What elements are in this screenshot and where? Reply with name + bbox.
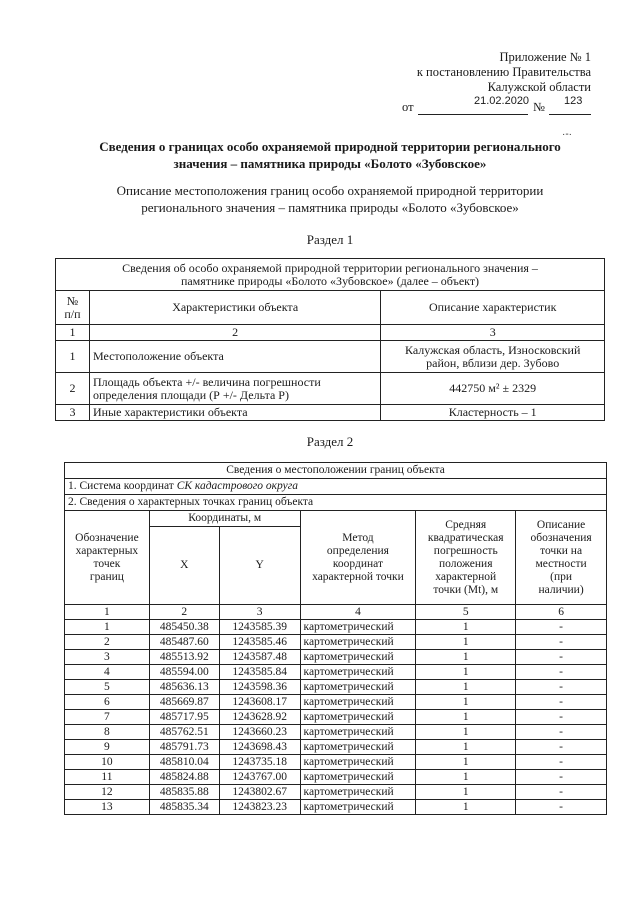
index-cell: 3 [381,325,605,341]
row-char [89,373,380,405]
point-method-cell: картометрический [300,710,416,725]
table-row [65,740,607,755]
point-n-cell: 3 [65,650,150,665]
row-num: 1 [56,341,90,373]
col-num-header [56,291,90,325]
point-mt-cell: 1 [416,725,516,740]
col-method-line: характерной точки [312,570,404,583]
point-y-cell: 1243660.23 [219,725,300,740]
section-2-heading: Раздел 2 [306,434,354,449]
point-mt-cell: 1 [416,755,516,770]
col-method-header [300,511,416,605]
col-desc-line: обозначения [530,531,592,544]
point-n-cell: 11 [65,770,150,785]
point-desc-cell: - [516,620,607,635]
point-y-cell: 1243585.84 [219,665,300,680]
point-y-cell: 1243735.18 [219,755,300,770]
table-row [56,405,605,421]
point-mt-cell: 1 [416,800,516,815]
table-row [65,755,607,770]
point-x-cell: 485835.34 [149,800,219,815]
table-row [65,665,607,680]
point-n-cell: 13 [65,800,150,815]
point-method-cell: картометрический [300,725,416,740]
point-n-cell: 4 [65,665,150,680]
point-method-cell: картометрический [300,755,416,770]
table-title-line-1: Сведения об особо охраняемой природной территории регионального значения – [122,260,538,275]
col-point-header [65,511,150,605]
row-desc: Кластерность – 1 [381,405,605,421]
point-mt-cell: 1 [416,710,516,725]
header-row [56,291,605,325]
col-desc-line: точки на [540,544,583,557]
point-desc-cell: - [516,755,607,770]
table-row [65,785,607,800]
point-mt-cell: 1 [416,695,516,710]
col-error-line: положения [439,557,493,570]
point-y-cell: 1243585.46 [219,635,300,650]
header-row-1 [65,511,607,527]
index-cell: 1 [65,605,150,620]
col-error-header [416,511,516,605]
point-method-cell: картометрический [300,620,416,635]
col-char-header: Характеристики объекта [89,291,380,325]
point-mt-cell: 1 [416,650,516,665]
table-row [65,710,607,725]
table-row [56,341,605,373]
points-label-cell: 2. Сведения о характерных точках границ объекта [65,495,607,511]
system-row [65,479,607,495]
col-desc-header: Описание характеристик [381,291,605,325]
row-char: Местоположение объекта [89,341,380,373]
point-x-cell: 485835.88 [149,785,219,800]
title-line-1: Сведения о границах особо охраняемой природной территории регионального [99,139,561,154]
row-char-line-1: Площадь объекта +/- величина погрешности [92,374,321,389]
col-desc-line: (при [550,570,573,583]
col-error-line: погрешность [433,544,498,557]
col-num-line-2: п/п [64,306,81,321]
col-error-line: Средняя [445,518,487,531]
row-num: 2 [56,373,90,405]
point-mt-cell: 1 [416,665,516,680]
col-coords-header: Координаты, м [149,511,300,527]
col-method-line: Метод [342,531,374,544]
table-title-line-2: памятнике природы «Болото «Зубовское» (далее – объект) [180,273,480,288]
point-method-cell: картометрический [300,650,416,665]
table-row [65,635,607,650]
col-point-line: границ [89,570,124,583]
point-n-cell: 8 [65,725,150,740]
date-underline [418,114,528,115]
resolution-label: к постановлению Правительства [416,65,591,79]
index-cell: 4 [300,605,416,620]
point-x-cell: 485450.38 [149,620,219,635]
index-cell: 6 [516,605,607,620]
point-x-cell: 485636.13 [149,680,219,695]
point-y-cell: 1243802.67 [219,785,300,800]
point-mt-cell: 1 [416,740,516,755]
point-x-cell: 485487.60 [149,635,219,650]
index-cell: 2 [149,605,219,620]
point-desc-cell: - [516,740,607,755]
point-mt-cell: 1 [416,680,516,695]
point-desc-cell: - [516,635,607,650]
point-method-cell: картометрический [300,785,416,800]
point-method-cell: картометрический [300,695,416,710]
point-y-cell: 1243823.23 [219,800,300,815]
point-mt-cell: 1 [416,770,516,785]
table-title-row [56,259,605,291]
point-method-cell: картометрический [300,635,416,650]
point-desc-cell: - [516,695,607,710]
col-y-header: Y [219,527,300,605]
index-cell: 3 [219,605,300,620]
col-point-line: точек [93,557,121,570]
index-row [56,325,605,341]
number-underline [549,114,591,115]
point-x-cell: 485717.95 [149,710,219,725]
scan-mark: ·-· [562,129,572,140]
index-cell: 2 [89,325,380,341]
number-value: 123 [564,95,583,107]
date-number-line [402,95,592,118]
point-y-cell: 1243767.00 [219,770,300,785]
page-subtitle [40,182,620,216]
row-desc-line-2: район, вблизи дер. Зубово [426,355,560,370]
table-row [65,650,607,665]
point-y-cell: 1243608.17 [219,695,300,710]
col-desc-line: наличии) [538,583,584,596]
table-row [65,800,607,815]
point-y-cell: 1243585.39 [219,620,300,635]
point-n-cell: 10 [65,755,150,770]
section-1-heading: Раздел 1 [306,232,354,247]
col-method-line: определения [326,544,389,557]
table-row [65,695,607,710]
point-desc-cell: - [516,800,607,815]
region-label: Калужской области [487,80,591,94]
point-n-cell: 1 [65,620,150,635]
point-n-cell: 12 [65,785,150,800]
point-n-cell: 7 [65,710,150,725]
table-row [65,620,607,635]
col-desc-line: Описание [536,518,586,531]
point-desc-cell: - [516,710,607,725]
point-x-cell: 485669.87 [149,695,219,710]
point-desc-cell: - [516,650,607,665]
number-label: № [533,100,545,114]
point-method-cell: картометрический [300,800,416,815]
point-y-cell: 1243698.43 [219,740,300,755]
row-num: 3 [56,405,90,421]
system-cell [65,479,607,495]
row-char-line-2: определения площади (Р +/- Дельта Р) [92,387,289,402]
point-x-cell: 485824.88 [149,770,219,785]
point-y-cell: 1243598.36 [219,680,300,695]
title-line-2: значения – памятника природы «Болото «Зубовское» [173,156,487,171]
table-row [65,770,607,785]
col-error-line: характерной [435,570,497,583]
point-n-cell: 6 [65,695,150,710]
point-desc-cell: - [516,665,607,680]
point-x-cell: 485810.04 [149,755,219,770]
point-method-cell: картометрический [300,770,416,785]
point-method-cell: картометрический [300,665,416,680]
col-point-line: характерных [75,544,139,557]
point-n-cell: 2 [65,635,150,650]
col-x-header: X [149,527,219,605]
date-value: 21.02.2020 [474,95,530,107]
subtitle-line-1: Описание местоположения границ особо охраняемой природной территории [116,183,544,198]
col-desc-header [516,511,607,605]
point-n-cell: 5 [65,680,150,695]
system-value: СК кадастрового округа [176,480,298,492]
table-row [65,725,607,740]
point-n-cell: 9 [65,740,150,755]
index-cell: 5 [416,605,516,620]
points-label-row [65,495,607,511]
col-desc-line: местности [535,557,587,570]
point-x-cell: 485762.51 [149,725,219,740]
index-row [65,605,607,620]
table-title-cell [56,259,605,291]
point-y-cell: 1243628.92 [219,710,300,725]
point-x-cell: 485594.00 [149,665,219,680]
row-char: Иные характеристики объекта [89,405,380,421]
subtitle-line-2: регионального значения – памятника природы «Болото «Зубовское» [141,200,519,215]
col-error-line: точки (Mt), м [433,583,499,596]
appendix-header [417,50,591,95]
point-desc-cell: - [516,725,607,740]
row-desc: 442750 м² ± 2329 [381,373,605,405]
col-num-line-1: № [66,293,79,308]
index-cell: 1 [56,325,90,341]
row-desc [381,341,605,373]
point-method-cell: картометрический [300,740,416,755]
point-mt-cell: 1 [416,635,516,650]
point-mt-cell: 1 [416,620,516,635]
row-desc-line-1: Калужская область, Износковский [404,342,581,357]
point-y-cell: 1243587.48 [219,650,300,665]
appendix-label: Приложение № 1 [499,50,591,64]
col-error-line: квадратическая [427,531,504,544]
points-body [65,620,607,815]
point-desc-cell: - [516,680,607,695]
object-info-table [55,258,605,421]
table-row [56,373,605,405]
from-label: от [402,100,414,114]
col-point-line: Обозначение [75,531,139,544]
table-title-cell: Сведения о местоположении границ объекта [65,463,607,479]
boundary-points-table [64,462,607,815]
point-mt-cell: 1 [416,785,516,800]
system-prefix: 1. Система координат [68,480,177,492]
point-desc-cell: - [516,770,607,785]
table-row [65,680,607,695]
point-method-cell: картометрический [300,680,416,695]
page-title [40,138,620,172]
point-x-cell: 485791.73 [149,740,219,755]
table-title-row [65,463,607,479]
point-desc-cell: - [516,785,607,800]
point-x-cell: 485513.92 [149,650,219,665]
col-method-line: координат [332,557,383,570]
